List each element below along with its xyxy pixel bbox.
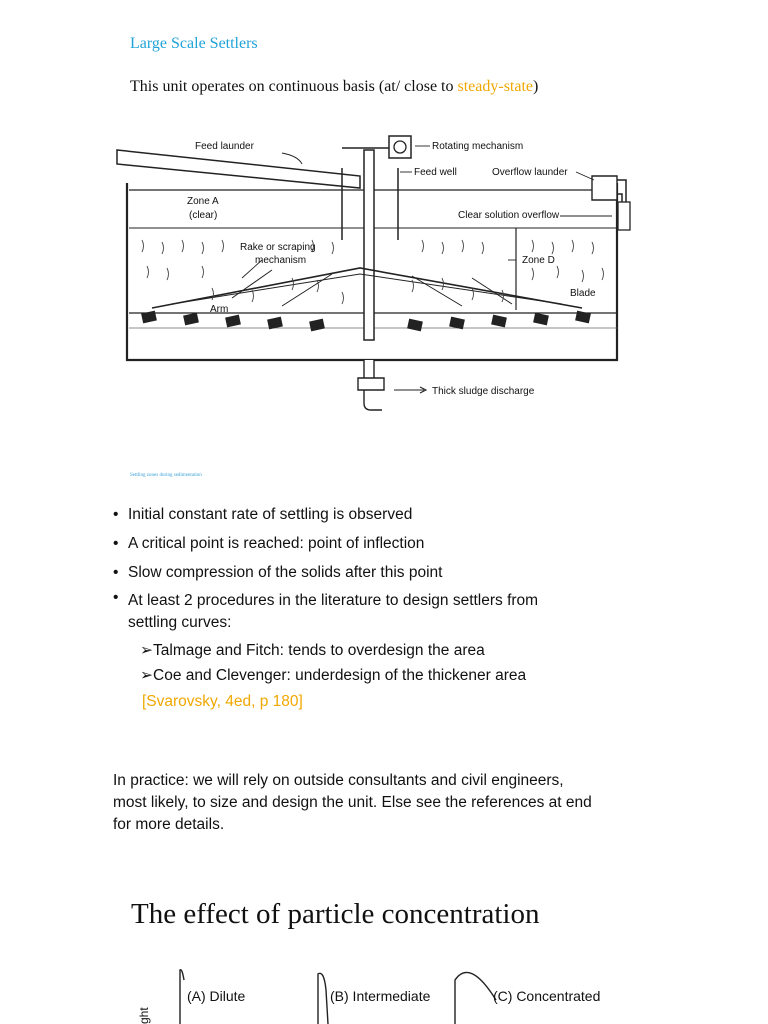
label-clear-solution-overflow: Clear solution overflow — [458, 210, 560, 221]
intro-text — [130, 78, 538, 96]
label-thick-sludge-discharge: Thick sludge discharge — [432, 386, 535, 397]
bullet-item — [113, 529, 733, 558]
bullet-glyph: • — [113, 564, 119, 581]
label-feed-well: Feed well — [414, 167, 457, 178]
practice-line1: In practice: we will rely on outside consultants and civil engineers, — [113, 772, 564, 789]
feed-launder — [117, 150, 360, 188]
label-clear: (clear) — [189, 210, 218, 221]
bullet-glyph: • — [113, 535, 119, 552]
label-overflow-launder: Overflow launder — [492, 167, 568, 178]
label-zone-d: Zone D — [522, 255, 555, 266]
bullet-item — [113, 500, 733, 529]
bullet-item — [113, 558, 733, 587]
sub-item-text: Talmage and Fitch: tends to overdesign the area — [153, 642, 485, 659]
curve-axis-label: ght — [137, 1007, 151, 1024]
intro-text-after: ) — [533, 78, 539, 95]
sub-item — [113, 663, 733, 688]
curve-label-b: (B) Intermediate — [330, 988, 431, 1004]
rotating-mechanism — [389, 136, 411, 158]
label-rake-line2: mechanism — [255, 255, 307, 266]
curve-b — [318, 973, 328, 1024]
arrow-glyph: ➢ — [140, 667, 153, 684]
intro-highlight: steady-state — [457, 78, 534, 95]
diagram-caption: Settling zones during sedimentation — [130, 473, 202, 478]
bullet-text-line1: At least 2 procedures in the literature to design settlers from — [128, 592, 539, 609]
curve-c — [455, 972, 496, 1024]
settler-diagram — [112, 128, 632, 418]
sub-item — [113, 638, 733, 663]
practice-paragraph — [113, 770, 633, 836]
label-zone-a: Zone A — [187, 196, 219, 207]
practice-line3: for more details. — [113, 816, 225, 833]
bullet-text: Initial constant rate of settling is observed — [128, 506, 413, 523]
bullet-item — [113, 587, 733, 638]
section-title: The effect of particle concentration — [131, 898, 540, 930]
label-rake-line1: Rake or scraping — [240, 242, 316, 253]
bullet-text-line2: settling curves: — [128, 614, 232, 631]
curve-a — [180, 970, 184, 1024]
label-arm: Arm — [210, 304, 229, 315]
label-rotating-mechanism: Rotating mechanism — [432, 141, 524, 152]
sludge-discharge-pipe — [358, 360, 384, 390]
bullet-glyph: • — [113, 506, 119, 523]
citation: [Svarovsky, 4ed, p 180] — [142, 693, 303, 710]
bullet-glyph: • — [113, 589, 119, 606]
bullet-text: Slow compression of the solids after this point — [128, 564, 443, 581]
curve-label-a: (A) Dilute — [187, 988, 246, 1004]
intro-text-before: This unit operates on continuous basis (at/ close to — [130, 78, 458, 95]
practice-line2: most likely, to size and design the unit. Else see the references at end — [113, 794, 592, 811]
arrow-glyph: ➢ — [140, 642, 153, 659]
page-heading: Large Scale Settlers — [130, 35, 258, 52]
concentration-curves — [130, 960, 650, 1024]
bullet-text: A critical point is reached: point of inflection — [128, 535, 425, 552]
curve-label-c: (C) Concentrated — [493, 988, 601, 1004]
label-blade: Blade — [570, 288, 596, 299]
label-feed-launder: Feed launder — [195, 141, 254, 152]
sub-item-text: Coe and Clevenger: underdesign of the thickener area — [153, 667, 527, 684]
bullet-list — [113, 500, 733, 716]
